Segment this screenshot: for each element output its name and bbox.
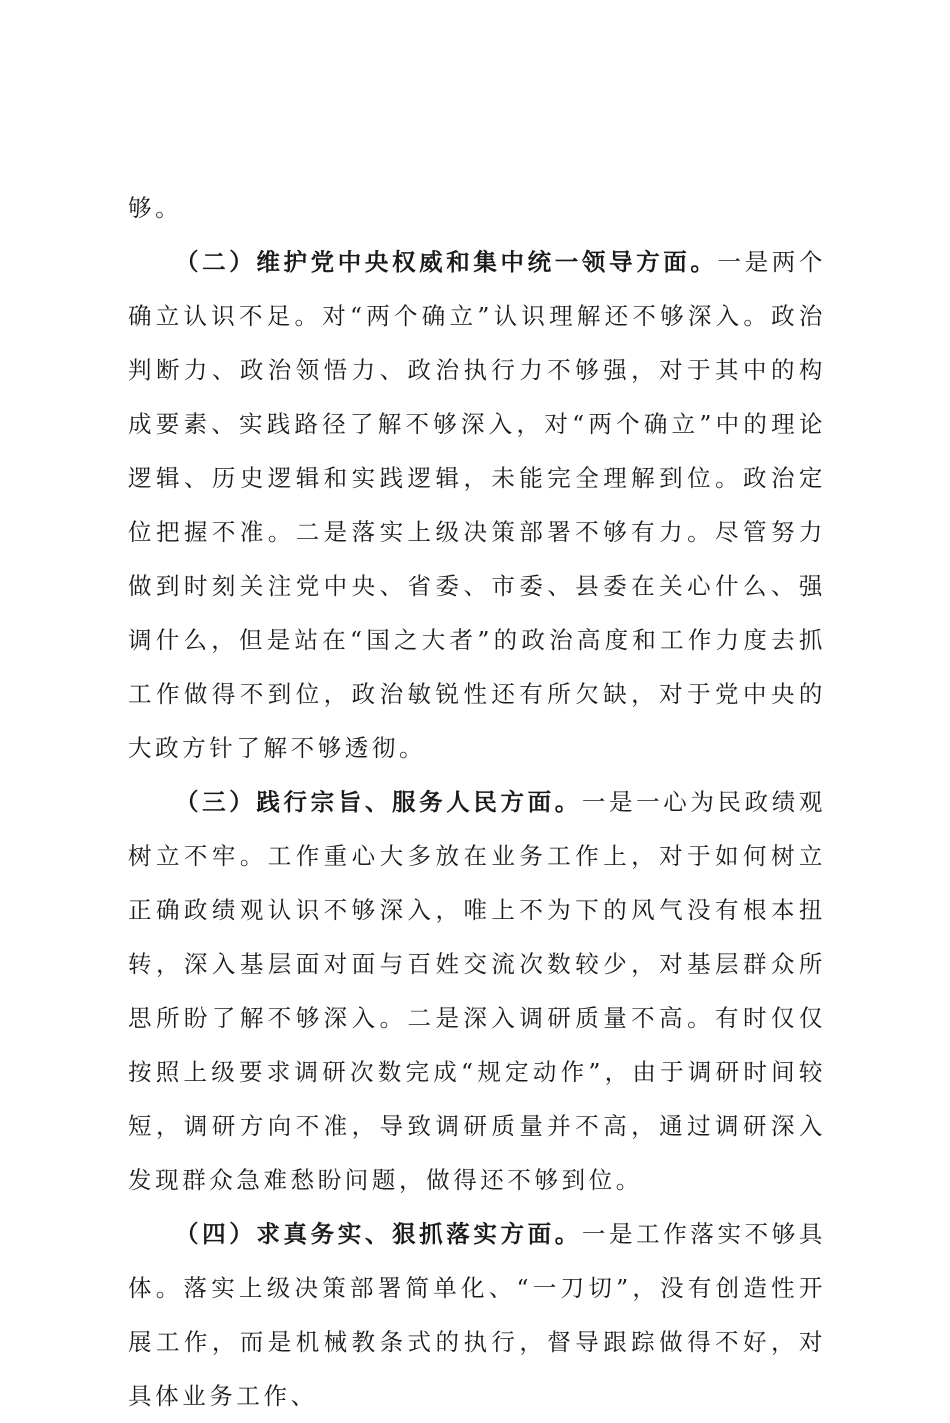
paragraph-continuation [128,181,826,235]
paragraph-section-3 [128,775,826,1207]
paragraph-body: 够。 [128,194,183,222]
paragraph-body: 一是两个确立认识不足。对“两个确立”认识理解还不够深入。政治判断力、政治领悟力、政治执行力不够强，对于其中的构成要素、实践路径了解不够深入，对“两个确立”中的理论逻辑、历史逻辑和实践逻辑，未能完全理解到位。政治定位把握不准。二是落实上级决策部署不够有力。尽管努力做到时刻关注党中央、省委、市委、县委在关心什么、强调什么，但是站在“国之大者”的政治高度和工作力度去抓工作做得不到位，政治敏锐性还有所欠缺，对于党中央的大政方针了解不够透彻。 [128,248,826,762]
paragraph-body: 一是工作落实不够具体。落实上级决策部署简单化、“一刀切”，没有创造性开展工作，而是机械教条式的执行，督导跟踪做得不好，对具体业务工作、 [128,1220,826,1410]
section-heading: （四）求真务实、狠抓落实方面。 [175,1220,582,1248]
document-page [128,181,826,1423]
section-heading: （二）维护党中央权威和集中统一领导方面。 [175,248,718,276]
paragraph-section-4 [128,1207,826,1423]
section-heading: （三）践行宗旨、服务人民方面。 [175,788,582,816]
paragraph-section-2 [128,235,826,775]
paragraph-body: 一是一心为民政绩观树立不牢。工作重心大多放在业务工作上，对于如何树立正确政绩观认识不够深入，唯上不为下的风气没有根本扭转，深入基层面对面与百姓交流次数较少，对基层群众所思所盼了解不够深入。二是深入调研质量不高。有时仅仅按照上级要求调研次数完成“规定动作”，由于调研时间较短，调研方向不准，导致调研质量并不高，通过调研深入发现群众急难愁盼问题，做得还不够到位。 [128,788,826,1194]
